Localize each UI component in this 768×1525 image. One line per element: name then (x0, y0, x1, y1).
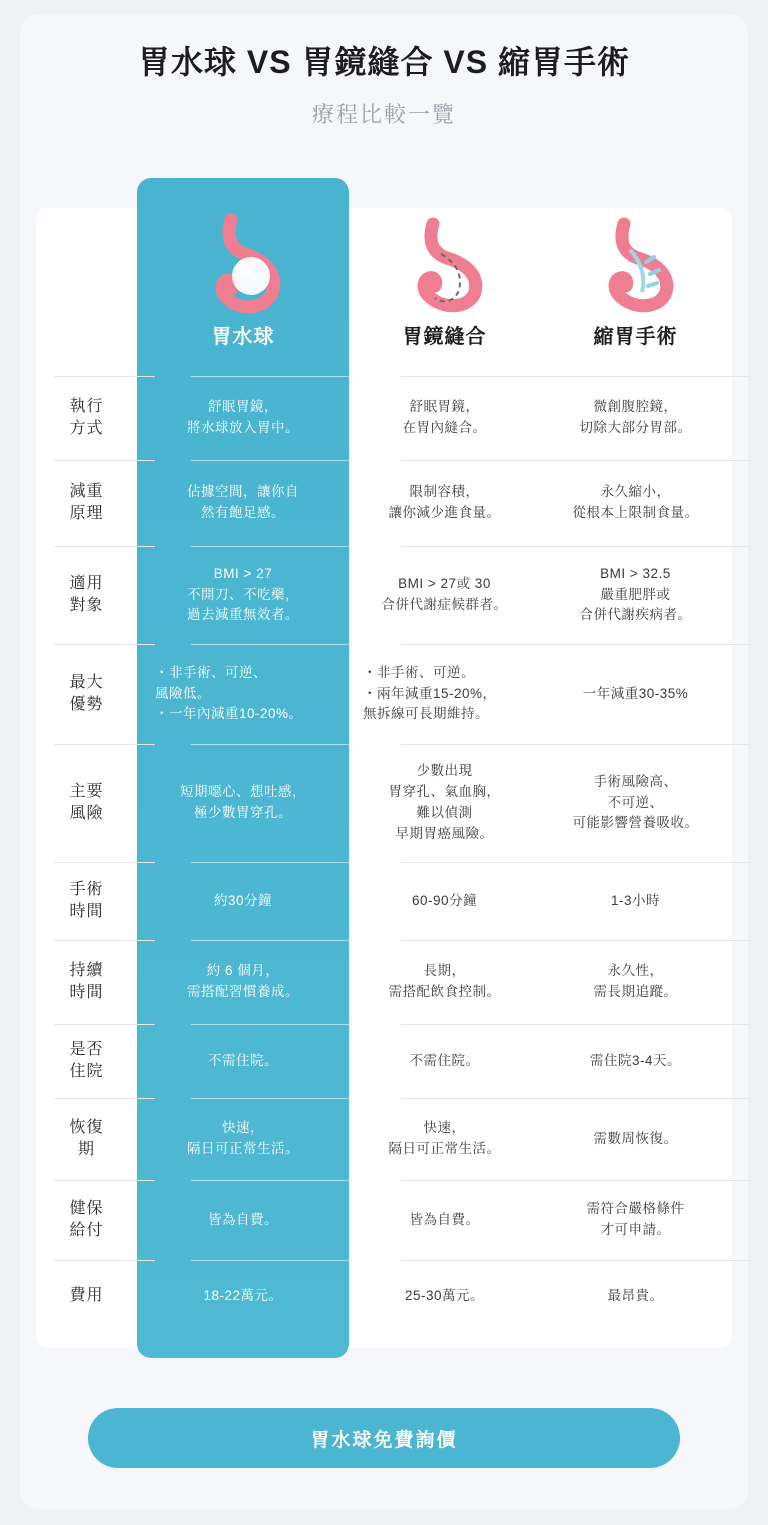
table-row (36, 1180, 732, 1260)
cell-sleeve: 手術風險高、 不可逆、 可能影響營養吸收。 (572, 773, 699, 831)
title-block (0, 42, 768, 129)
table-row (36, 940, 732, 1024)
table-row (36, 460, 732, 546)
cell-suture: 限制容積， 讓你減少進食量。 (388, 484, 501, 520)
cell-balloon: 佔據空間，讓你自 然有飽足感。 (187, 484, 299, 520)
header-corner-spacer (36, 208, 137, 376)
cell-sleeve: BMI > 32.5 嚴重肥胖或 合併代謝疾病者。 (579, 565, 692, 623)
cell-balloon: ・非手術、可逆、 風險低。 ・一年內減重10-20%。 (155, 664, 303, 722)
cell-suture: 快速， 隔日可正常生活。 (388, 1120, 501, 1156)
cell-sleeve: 最昂貴。 (607, 1287, 664, 1303)
row-label: 是否 住院 (69, 1041, 104, 1080)
row-label: 費用 (69, 1287, 104, 1305)
row-label: 健保 給付 (69, 1200, 104, 1239)
cell-suture: BMI > 27或 30 合併代謝症候群者。 (381, 576, 508, 612)
column-header-sleeve (540, 208, 731, 376)
table-row (36, 862, 732, 940)
cell-suture: 25-30萬元。 (404, 1287, 485, 1303)
stomach-suture-icon (349, 208, 540, 320)
cell-sleeve: 需符合嚴格條件 才可申請。 (586, 1201, 685, 1237)
table-row (36, 1260, 732, 1332)
cell-suture: 皆為自費。 (409, 1211, 480, 1227)
cell-sleeve: 微創腹腔鏡， 切除大部分胃部。 (579, 399, 692, 435)
cell-suture: 舒眠胃鏡， 在胃內縫合。 (402, 399, 487, 435)
page-subtitle: 療程比較一覽 (311, 101, 456, 127)
table-row (36, 1024, 732, 1098)
cell-suture: 少數出現 胃穿孔、氣血胸， 難以偵測 早期胃癌風險。 (388, 763, 501, 841)
page-title-text: 胃水球 VS 胃鏡縫合 VS 縮胃手術 (138, 44, 630, 80)
cell-balloon: 快速， 隔日可正常生活。 (187, 1120, 299, 1156)
table-row (36, 376, 732, 460)
cell-sleeve: 需住院3-4天。 (589, 1052, 681, 1068)
cell-sleeve: 永久性， 需長期追蹤。 (593, 963, 678, 999)
cell-balloon: 約30分鐘 (213, 892, 273, 908)
column-header-suture (349, 208, 540, 376)
cell-balloon: 不需住院。 (208, 1052, 278, 1068)
table-row (36, 644, 732, 744)
row-label: 主要 風險 (69, 783, 104, 822)
row-label: 手術 時間 (69, 881, 104, 920)
cell-balloon: 短期噁心、想吐感， 極少數胃穿孔。 (180, 784, 306, 820)
cta-button[interactable]: 胃水球免費詢價 (88, 1408, 680, 1468)
cell-sleeve: 一年減重30-35% (582, 685, 689, 701)
row-label: 最大 優勢 (69, 674, 104, 713)
table-row (36, 744, 732, 862)
cell-balloon: 18-22萬元。 (203, 1287, 283, 1303)
cell-balloon: 舒眠胃鏡， 將水球放入胃中。 (187, 399, 299, 435)
column-name-balloon: 胃水球 (211, 326, 275, 348)
cell-sleeve: 1-3小時 (610, 892, 660, 908)
cell-sleeve: 需數周恢復。 (593, 1130, 678, 1146)
cell-balloon: BMI > 27 不開刀、不吃藥， 過去減重無效者。 (187, 565, 299, 623)
stomach-balloon-icon (137, 208, 349, 320)
comparison-table (36, 208, 732, 1348)
row-label: 減重 原理 (69, 483, 104, 522)
row-label: 執行 方式 (69, 398, 104, 437)
stomach-sleeve-icon (540, 208, 731, 320)
table-row (36, 546, 732, 644)
row-label: 恢復 期 (69, 1119, 104, 1158)
column-name-sleeve: 縮胃手術 (593, 326, 678, 348)
cell-suture: 60-90分鐘 (411, 892, 478, 908)
cell-suture: 不需住院。 (409, 1052, 480, 1068)
table-header-row (36, 208, 732, 376)
column-header-balloon (137, 208, 349, 376)
column-name-suture: 胃鏡縫合 (402, 326, 487, 348)
cell-suture: ・非手術、可逆。 ・兩年減重15-20%， 無拆線可長期維持。 (363, 664, 497, 722)
page-title (138, 42, 630, 84)
cell-sleeve: 永久縮小， 從根本上限制食量。 (572, 484, 699, 520)
cell-balloon: 約 6 個月， 需搭配習慣養成。 (187, 963, 299, 999)
table-row (36, 1098, 732, 1180)
cell-balloon: 皆為自費。 (208, 1211, 278, 1227)
cell-suture: 長期， 需搭配飲食控制。 (388, 963, 501, 999)
row-label: 適用 對象 (69, 575, 104, 614)
row-label: 持續 時間 (69, 962, 104, 1001)
